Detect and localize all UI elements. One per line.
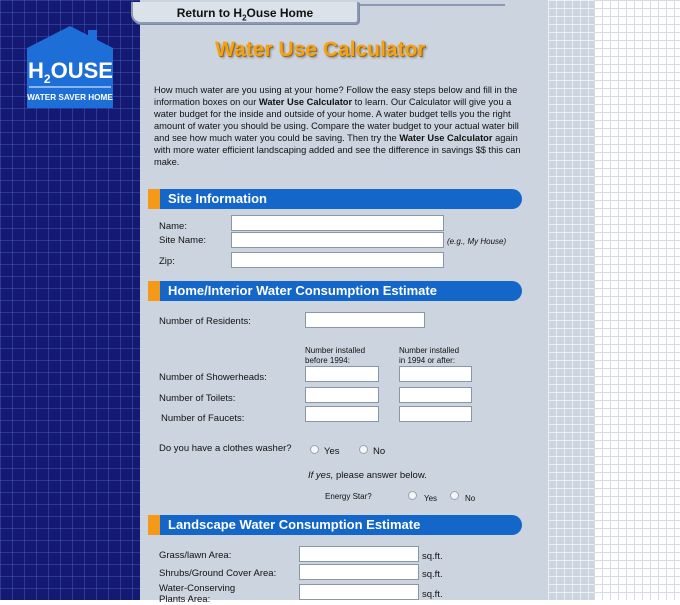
grid-background <box>594 0 680 600</box>
shrubs-area-input[interactable] <box>299 564 419 580</box>
logo-brand: $H_2OUSE$ <box>28 58 113 86</box>
intro-paragraph: How much water are you using at your home? Follow the easy steps below and fill in the information boxes on our Water Use Calculator to learn. Our Calculator will give you a water budget for the inside and outside of your home. A water budget tells you the right amount of water you should be using. Compare the water budget to your actual water bill and see how much water you could be saving. Then try the Water Use Calculator again with more water efficient landscaping added and see the difference in savings $$ this can make. <box>154 85 521 167</box>
top-divider <box>355 4 505 6</box>
energy-star-yes-radio[interactable] <box>408 491 417 500</box>
water-conserving-label-l1: Water-Conserving <box>159 583 236 594</box>
site-name-hint: (e.g., My House) <box>447 237 507 246</box>
faucets-after-input[interactable] <box>399 406 472 422</box>
washer-question: Do you have a clothes washer? <box>159 443 292 454</box>
washer-no-label: No <box>373 446 386 457</box>
zip-input[interactable] <box>231 252 444 268</box>
shrubs-area-unit: sq.ft. <box>422 569 443 580</box>
right-margin <box>548 0 594 600</box>
if-yes-note: If yes, please answer below. <box>308 470 427 481</box>
col-before-1994-l1: Number installed <box>305 346 366 355</box>
energy-star-label: Energy Star? <box>325 492 372 501</box>
showerheads-label: Number of Showerheads: <box>159 372 267 383</box>
grass-area-unit: sq.ft. <box>422 551 443 562</box>
zip-label: Zip: <box>159 256 175 267</box>
col-after-1994-l1: Number installed <box>399 346 460 355</box>
washer-yes-radio[interactable] <box>310 445 319 454</box>
name-input[interactable] <box>231 215 444 231</box>
faucets-before-input[interactable] <box>305 406 379 422</box>
site-information-header: Site Information <box>148 189 522 209</box>
residents-label: Number of Residents: <box>159 316 251 327</box>
washer-no-radio[interactable] <box>359 445 368 454</box>
energy-star-no-radio[interactable] <box>450 491 459 500</box>
energy-star-no-label: No <box>465 494 476 503</box>
residents-input[interactable] <box>305 312 425 328</box>
logo-tagline: WATER SAVER HOME <box>27 93 113 102</box>
showerheads-before-input[interactable] <box>305 366 379 382</box>
water-conserving-area-input[interactable] <box>299 584 419 600</box>
interior-estimate-header: Home/Interior Water Consumption Estimate <box>148 281 522 301</box>
washer-yes-label: Yes <box>324 446 340 457</box>
energy-star-yes-label: Yes <box>424 494 438 503</box>
grass-area-input[interactable] <box>299 546 419 562</box>
water-conserving-area-unit: sq.ft. <box>422 589 443 600</box>
water-conserving-label-l2: Plants Area: <box>159 594 211 605</box>
col-after-1994-l2: in 1994 or after: <box>399 356 456 365</box>
sidebar <box>0 0 140 600</box>
toilets-before-input[interactable] <box>305 387 379 403</box>
grass-area-label: Grass/lawn Area: <box>159 550 232 561</box>
return-home-link[interactable]: Return to $H_2Ouse$ Home <box>131 2 359 24</box>
landscape-estimate-header: Landscape Water Consumption Estimate <box>148 515 522 535</box>
shrubs-area-label: Shrubs/Ground Cover Area: <box>159 568 277 579</box>
h2ouse-logo[interactable] <box>27 26 113 108</box>
name-label: Name: <box>159 221 187 232</box>
showerheads-after-input[interactable] <box>399 366 472 382</box>
toilets-label: Number of Toilets: <box>159 393 236 404</box>
site-name-input[interactable] <box>231 232 444 248</box>
site-name-label: Site Name: <box>159 235 206 246</box>
faucets-label: Number of Faucets: <box>161 413 245 424</box>
page-title: Water Use Calculator <box>215 38 426 61</box>
col-before-1994-l2: before 1994: <box>305 356 350 365</box>
toilets-after-input[interactable] <box>399 387 472 403</box>
